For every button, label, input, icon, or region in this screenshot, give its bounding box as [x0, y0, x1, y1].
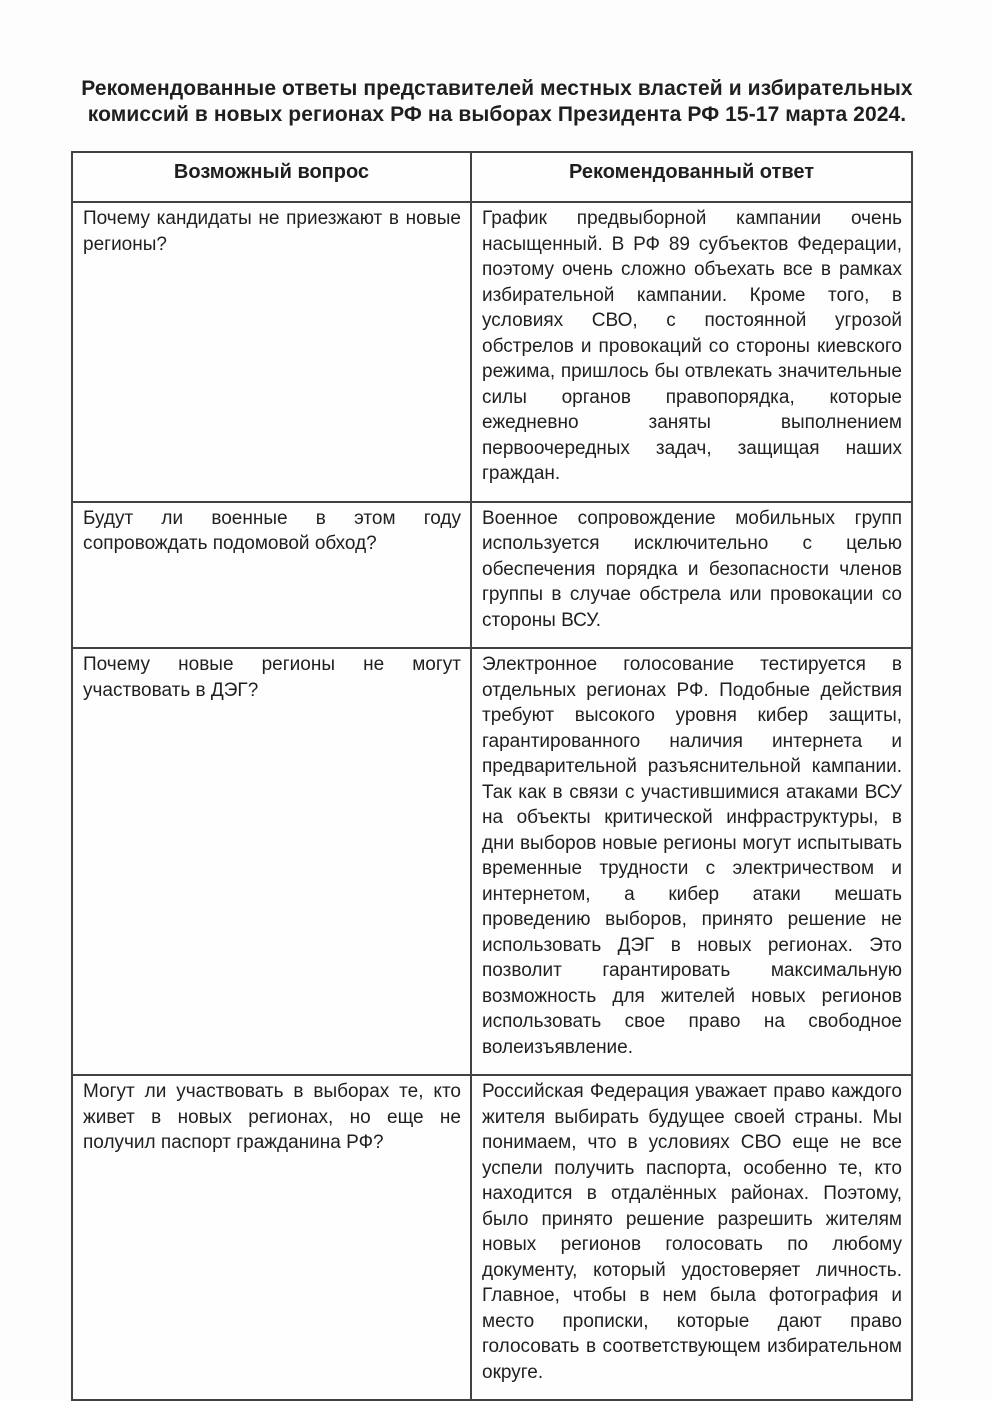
- table-header-row: [72, 152, 912, 202]
- table-row: [72, 1075, 912, 1400]
- table-row: [72, 202, 912, 502]
- document-title: Рекомендованные ответы представителей местных властей и избирательных комиссий в новых регионах РФ на выборах Президента РФ 15-17 марта 2024.: [81, 77, 913, 126]
- qa-table: [71, 151, 913, 1401]
- answer-cell: Российская Федерация уважает право каждого жителя выбирать будущее своей страны. Мы понимаем, что в условиях СВО еще не все успели получить паспорта, особенно те, кто находится в отдалённых районах. Поэтому, было принято решение разрешить жителям новых регионов голосовать по любому документу, который удостоверяет личность. Главное, чтобы в нем была фотография и место прописки, которые дают право голосовать в соответствующем избирательном округе.: [471, 1075, 912, 1400]
- header-answer-column: Рекомендованный ответ: [471, 152, 912, 202]
- answer-cell: График предвыборной кампании очень насыщенный. В РФ 89 субъектов Федерации, поэтому очень сложно объехать все в рамках избирательной кампании. Кроме того, в условиях СВО, с постоянной угрозой обстрелов и провокаций со стороны киевского режима, пришлось бы отвлекать значительные силы органов правопорядка, которые ежедневно заняты выполнением первоочередных задач, защищая наших граждан.: [471, 202, 912, 502]
- question-cell: Почему новые регионы не могут участвовать в ДЭГ?: [72, 648, 471, 1075]
- table-row: [72, 648, 912, 1075]
- question-cell: Могут ли участвовать в выборах те, кто живет в новых регионах, но еще не получил паспорт гражданина РФ?: [72, 1075, 471, 1400]
- question-cell: Будут ли военные в этом году сопровождать подомовой обход?: [72, 502, 471, 649]
- table-row: [72, 502, 912, 649]
- question-cell: Почему кандидаты не приезжают в новые регионы?: [72, 202, 471, 502]
- answer-cell: Электронное голосование тестируется в отдельных регионах РФ. Подобные действия требуют высокого уровня кибер защиты, гарантированного наличия интернета и предварительной разъяснительной кампании. Так как в связи с участившимися атаками ВСУ на объекты критической инфраструктуры, в дни выборов новые регионы могут испытывать временные трудности с электричеством и интернетом, а кибер атаки мешать проведению выборов, принято решение не использовать ДЭГ в новых регионах. Это позволит гарантировать максимальную возможность для жителей новых регионов использовать свое право на свободное волеизъявление.: [471, 648, 912, 1075]
- answer-cell: Военное сопровождение мобильных групп используется исключительно с целью обеспечения порядка и безопасности членов группы в случае обстрела или провокации со стороны ВСУ.: [471, 502, 912, 649]
- header-question-column: Возможный вопрос: [72, 152, 471, 202]
